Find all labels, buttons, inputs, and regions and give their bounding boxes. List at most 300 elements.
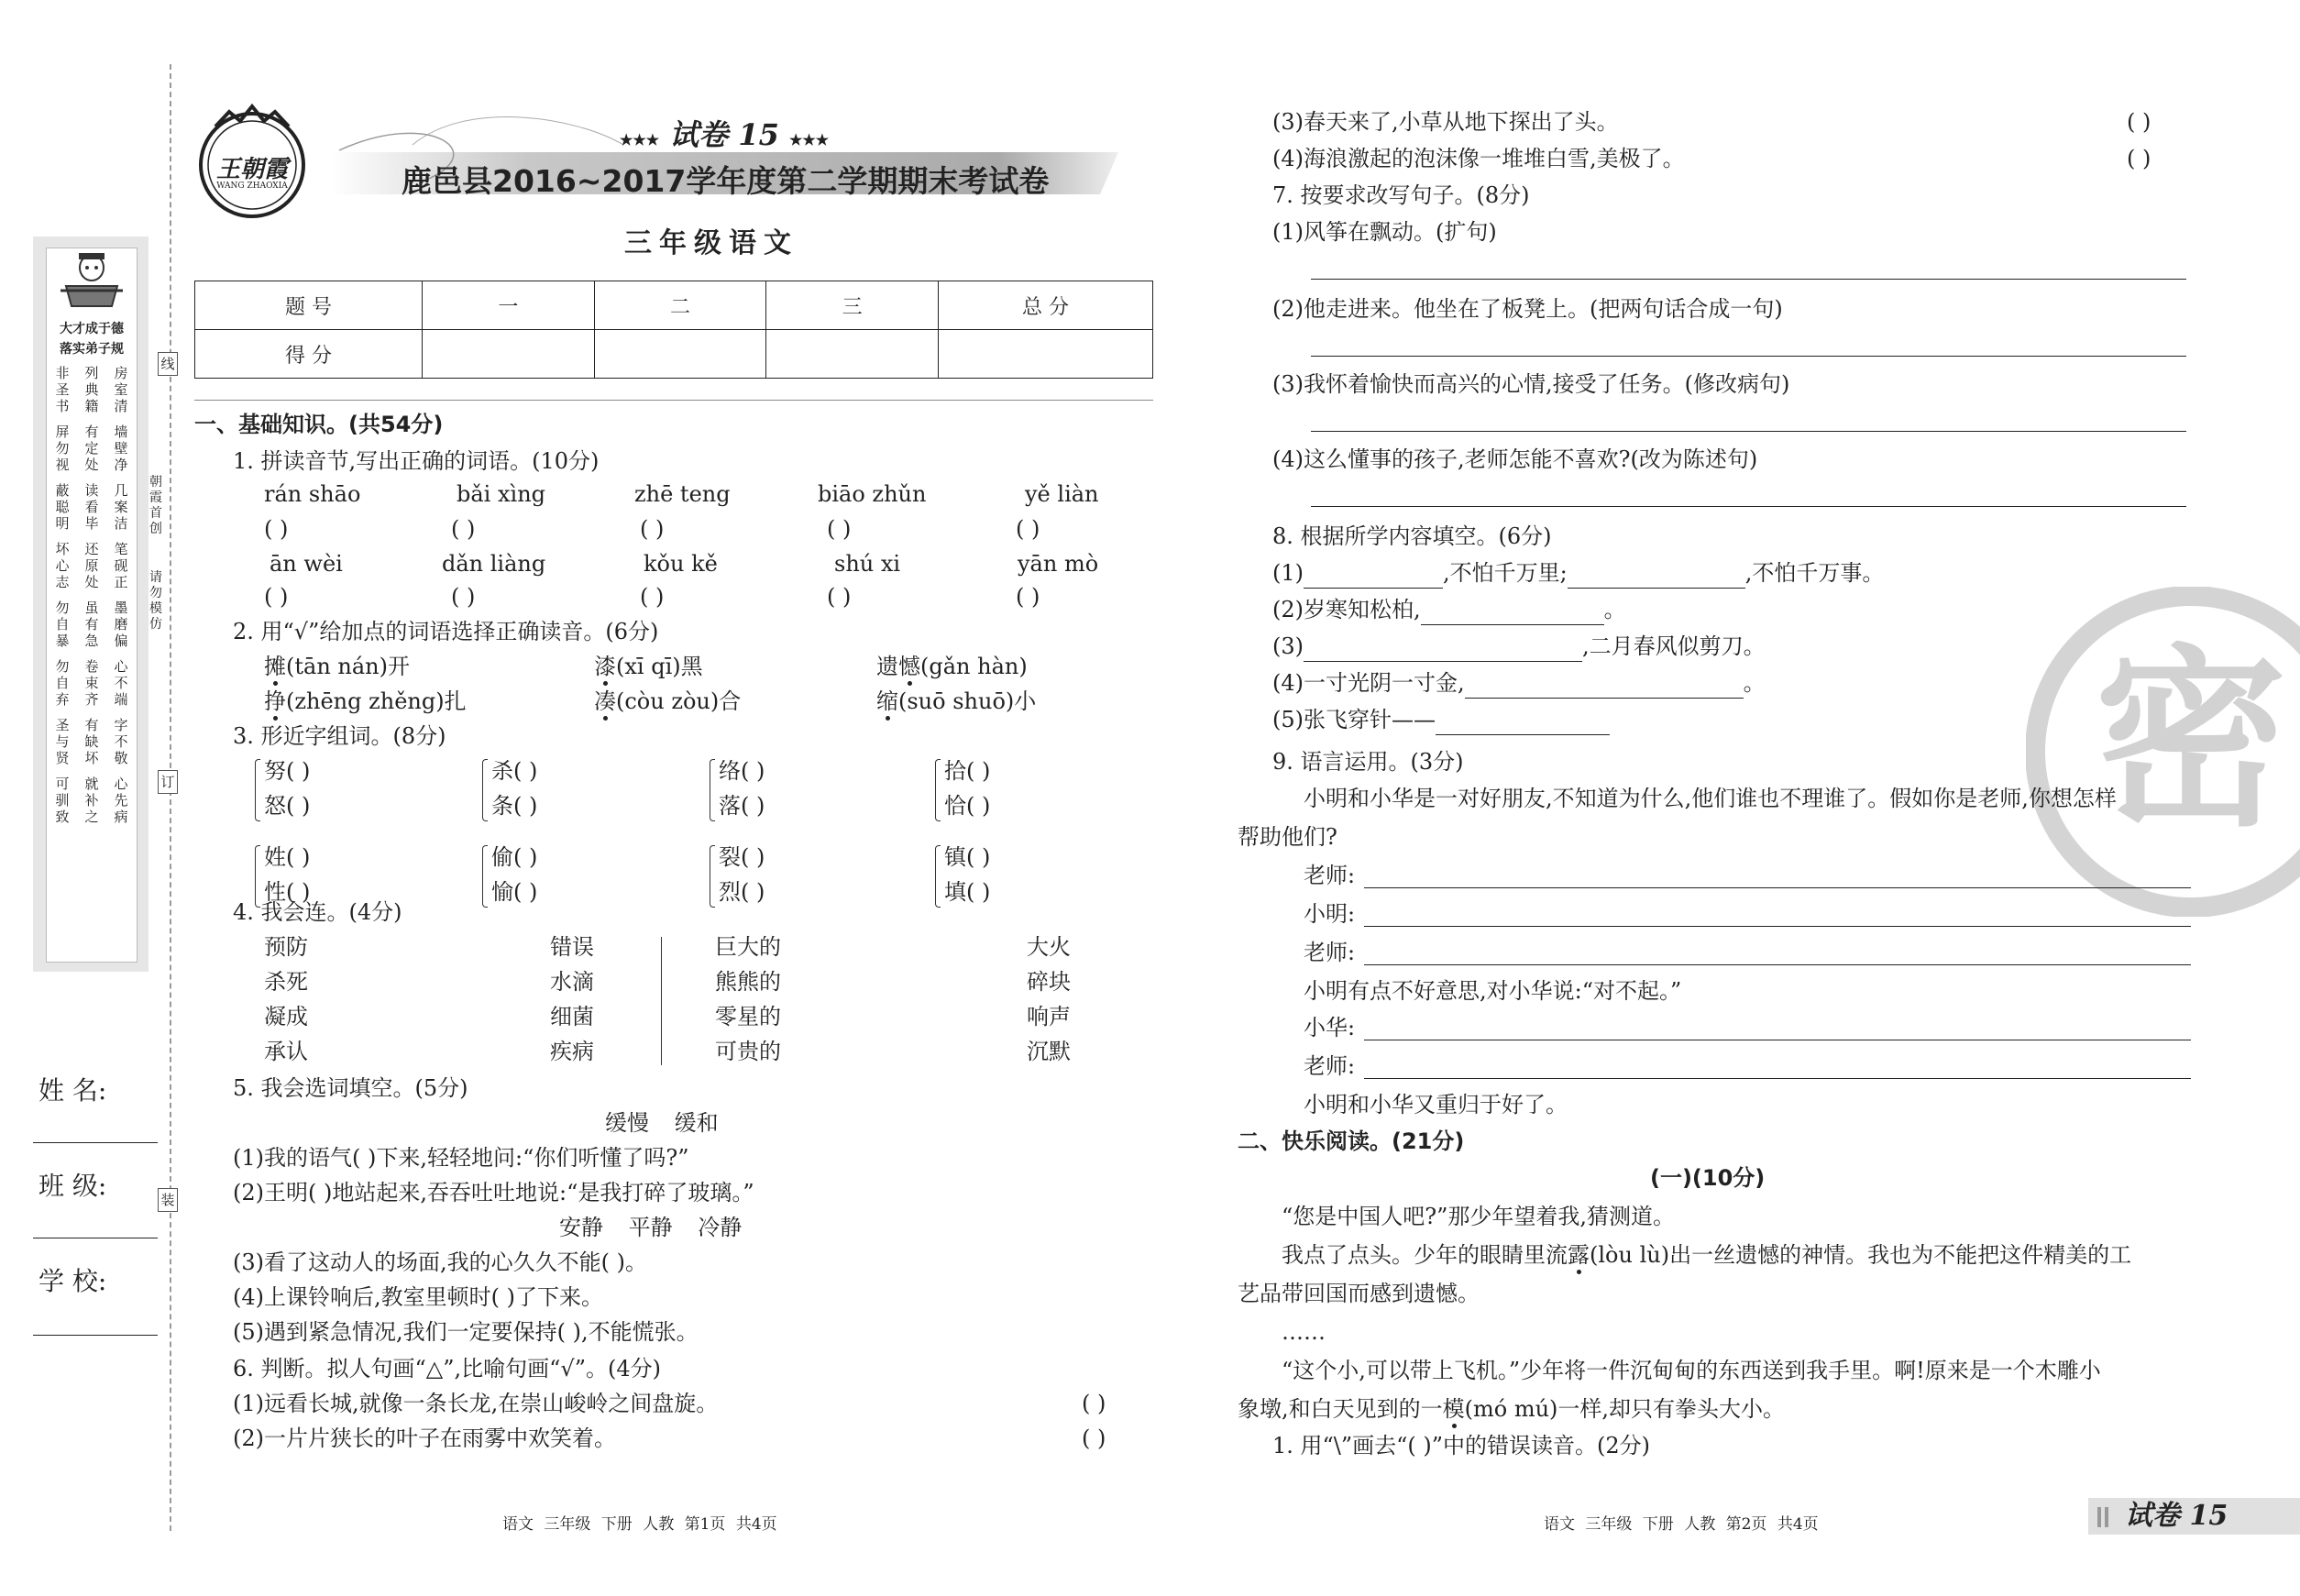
sidebar-proverb-char: 心 [114, 658, 128, 675]
sidebar-proverb-line [48, 750, 136, 766]
sidebar-proverb-line [48, 365, 136, 381]
score-cell-1[interactable] [423, 330, 595, 379]
mark-ding: 订 [158, 770, 178, 794]
sidebar-proverb-char: 坏 [84, 750, 99, 766]
sidebar-proverb-char: 字 [114, 717, 128, 733]
q9-line-teacher-1[interactable] [1364, 887, 2191, 888]
q9-teacher-1: 老师: [1304, 863, 1356, 888]
q3-char: 怒 [264, 793, 286, 819]
sidebar-proverb-char: 有 [84, 717, 99, 733]
score-cell-2[interactable] [594, 330, 766, 379]
sidebar-proverb-line [48, 776, 136, 792]
sidebar-proverb-char: 勿 [55, 658, 70, 675]
q7-item-3: (3)我怀着愉快而高兴的心情,接受了任务。(修改病句) [1272, 371, 1790, 397]
paper-number: 15 [738, 117, 779, 152]
sidebar-proverb-char: 案 [114, 499, 128, 515]
reading-line-4: …… [1282, 1319, 1326, 1345]
sidebar-proverb-line [48, 616, 136, 633]
q4-word[interactable]: 熊熊的 [715, 969, 781, 995]
q3-blank: ( ) [966, 793, 991, 819]
q4-word[interactable]: 巨大的 [715, 934, 781, 960]
q1-title: 1. 拼读音节,写出正确的词语。(10分) [233, 448, 600, 474]
q2-item-3-prefix: 遗 [876, 654, 898, 679]
footer-badge: 试卷 15 [2125, 1500, 2228, 1532]
q2-item-3-reading: (gǎn hàn) [920, 654, 1028, 679]
sidebar-proverb-char: 还 [84, 541, 99, 557]
q5-sentence-4[interactable]: (4)上课铃响后,教室里顿时( )了下来。 [233, 1284, 603, 1310]
score-table [194, 281, 1153, 379]
sidebar-proverb-line [48, 733, 136, 750]
q1-pinyin-10: yān mò [1018, 551, 1099, 577]
q3-item[interactable] [264, 755, 310, 787]
q4-title: 4. 我会连。(4分) [233, 899, 402, 925]
q3-char: 努 [264, 758, 286, 784]
sidebar-proverb-char: 聪 [55, 499, 70, 515]
q1-pinyin-1: rán shāo [264, 481, 361, 507]
q2-item-2-reading: (xī qī)黑 [616, 654, 703, 679]
q8-blank-5[interactable] [1465, 677, 1744, 699]
q6-answer-1[interactable]: ( ) [1082, 1391, 1106, 1416]
logo-subtext: WANG ZHAOXIA [216, 182, 288, 191]
sidebar-proverb-char: 明 [55, 515, 70, 532]
q3-char: 裂 [719, 844, 741, 870]
sidebar-proverb-line [48, 381, 136, 398]
reading-line-6-dot: 模 [1442, 1396, 1465, 1422]
q5-sentence-3[interactable]: (3)看了这动人的场面,我的心久久不能( )。 [233, 1249, 647, 1275]
q8-item-4 [1272, 667, 1766, 699]
q1-pinyin-6: ān wèi [270, 551, 343, 577]
sidebar-proverb-char: 书 [55, 398, 70, 414]
q7-item-4: (4)这么懂事的孩子,老师怎能不喜欢?(改为陈述句) [1272, 446, 1758, 472]
q3-brace [710, 845, 715, 908]
q3-item[interactable] [719, 755, 765, 787]
sidebar-proverb-line [48, 499, 136, 515]
sidebar-proverb-char: 壁 [114, 440, 128, 457]
reading-1-heading: (一)(10分) [1650, 1165, 1766, 1191]
sidebar-proverb-char: 正 [114, 574, 128, 590]
q3-char: 落 [719, 793, 741, 819]
sidebar-proverb-char: 自 [55, 616, 70, 633]
sidebar-proverb-line [48, 809, 136, 825]
sidebar-proverb-char: 弃 [55, 691, 70, 708]
q3-item[interactable] [719, 790, 765, 821]
reading-line-1: “您是中国人吧?”那少年望着我,猜测道。 [1282, 1204, 1676, 1229]
q1-answer-10[interactable]: ( ) [1016, 584, 1040, 610]
q5-words-1: 缓慢 缓和 [605, 1110, 719, 1136]
score-col-3: 三 [766, 281, 939, 330]
mark-xian: 线 [158, 352, 178, 376]
q8-item-4-text: (4)一寸光阴一寸金, [1272, 670, 1465, 696]
sidebar-proverb-char: 洁 [114, 515, 128, 532]
sidebar-proverb-char: 毕 [84, 515, 99, 532]
footer-badge-dots [2097, 1507, 2112, 1527]
q3-brace [935, 845, 941, 908]
sidebar-proverb-char: 缺 [84, 733, 99, 750]
mark-zhuang: 装 [158, 1188, 178, 1212]
sidebar-proverb-char: 驯 [55, 792, 70, 809]
q3-item[interactable] [491, 755, 537, 787]
stars-left: ★★★ [620, 131, 660, 149]
sidebar-proverb-char: 籍 [84, 398, 99, 414]
q3-blank: ( ) [513, 879, 538, 905]
stars-right: ★★★ [789, 131, 830, 149]
q2-item-1[interactable] [264, 651, 410, 682]
q3-blank: ( ) [741, 793, 765, 819]
q4-word[interactable]: 沉默 [1027, 1039, 1071, 1064]
q1-answer-2[interactable]: ( ) [451, 516, 476, 542]
q9-line-xiaoming[interactable] [1364, 926, 2191, 927]
q3-char: 愉 [491, 879, 513, 905]
q3-item[interactable] [944, 790, 990, 821]
header-divider [194, 400, 1153, 401]
q3-char: 恰 [944, 793, 966, 819]
q1-answer-3[interactable]: ( ) [640, 516, 665, 542]
q7-item-2: (2)他走进来。他坐在了板凳上。(把两句话合成一句) [1272, 296, 1783, 322]
q4-word[interactable]: 零星的 [715, 1004, 781, 1029]
reading-line-6-b: (mó mú)一样,却只有拳头大小。 [1464, 1396, 1786, 1422]
sidebar-proverb-line [48, 457, 136, 473]
q5-sentence-5[interactable]: (5)遇到紧急情况,我们一定要保持( ),不能慌张。 [233, 1319, 699, 1345]
q9-line-teacher-2[interactable] [1364, 964, 2191, 965]
section2-heading: 二、快乐阅读。(21分) [1238, 1128, 1465, 1154]
q8-item-2 [1272, 594, 1626, 625]
q8-blank-1[interactable] [1304, 567, 1443, 589]
q3-brace [482, 759, 488, 821]
sidebar-proverb-char: 不 [114, 733, 128, 750]
q3-char: 条 [491, 793, 513, 819]
q2-item-4-char: 挣 [264, 688, 286, 714]
q9-para-2: 帮助他们? [1238, 824, 1337, 850]
school-label: 学 校: [39, 1266, 107, 1296]
reading-line-6 [1238, 1393, 1785, 1425]
school-field[interactable] [33, 1335, 158, 1336]
q3-item[interactable] [491, 790, 537, 821]
sidebar-proverb-char: 不 [114, 675, 128, 691]
q1-answer-6[interactable]: ( ) [264, 584, 289, 610]
q1-pinyin-2: bǎi xìng [457, 481, 546, 507]
q4-word[interactable]: 凝成 [264, 1004, 308, 1029]
q4-word[interactable]: 响声 [1027, 1004, 1071, 1029]
q1-answer-7[interactable]: ( ) [451, 584, 476, 610]
q6-item-4: (4)海浪激起的泡沫像一堆堆白雪,美极了。 [1272, 146, 1685, 171]
sidebar-proverb-line [48, 633, 136, 649]
q4-word[interactable]: 可贵的 [715, 1039, 781, 1064]
q8-item-2-end: 。 [1603, 597, 1626, 622]
sidebar-proverb-char: 读 [84, 482, 99, 499]
sidebar-proverb-char: 看 [84, 499, 99, 515]
q3-blank: ( ) [286, 879, 311, 905]
sidebar-proverb-char: 笔 [114, 541, 128, 557]
sidebar-proverb-line [48, 658, 136, 675]
q8-item-1-mid: ,不怕千万里; [1443, 560, 1568, 586]
q6-item-2: (2)一片片狭长的叶子在雨雾中欢笑着。 [233, 1425, 616, 1451]
score-cell-3[interactable] [766, 330, 939, 379]
q9-line-teacher-3[interactable] [1364, 1078, 2191, 1079]
q5-words-2: 安静 平静 冷静 [559, 1215, 743, 1240]
q3-brace [255, 759, 260, 821]
score-col-2: 二 [594, 281, 766, 330]
sidebar-proverb-line [48, 541, 136, 557]
sidebar-proverb-char: 可 [55, 776, 70, 792]
reading-line-6-a: 象墩,和白天见到的一 [1238, 1396, 1443, 1422]
q7-answer-line-1[interactable] [1311, 279, 2186, 280]
q2-item-1-char: 摊 [264, 654, 286, 679]
q9-para-1: 小明和小华是一对好朋友,不知道为什么,他们谁也不理谁了。假如你是老师,你想怎样 [1304, 786, 2117, 811]
q3-blank: ( ) [741, 758, 765, 784]
q3-blank: ( ) [286, 844, 311, 870]
q1-pinyin-8: kǒu kě [644, 551, 718, 577]
sidebar-proverb-char: 蔽 [55, 482, 70, 499]
q2-item-5-char: 凑 [594, 688, 616, 714]
q3-item[interactable] [944, 876, 990, 908]
score-row-label: 得 分 [195, 330, 423, 379]
reading-line-2 [1282, 1239, 2131, 1271]
q4-word[interactable]: 错误 [550, 934, 594, 960]
reading-question-1: 1. 用“\”画去“( )”中的错误读音。(2分) [1272, 1433, 1651, 1458]
q4-word[interactable]: 杀死 [264, 969, 308, 995]
sidebar-slogan-1: 大才成于德 [60, 322, 124, 336]
exam-title: 鹿邑县2016~2017学年度第二学期期末考试卷 [402, 163, 1050, 199]
q3-item[interactable] [944, 755, 990, 787]
q3-item[interactable] [264, 790, 310, 821]
q4-word[interactable]: 预防 [264, 934, 308, 960]
score-col-1: 一 [423, 281, 595, 330]
sidebar-proverb-line [48, 675, 136, 691]
q4-word[interactable]: 碎块 [1027, 969, 1071, 995]
q2-item-5[interactable] [594, 686, 741, 717]
name-field[interactable] [33, 1142, 158, 1143]
sidebar-proverb-char: 卷 [84, 658, 99, 675]
sidebar-proverb-char: 室 [114, 381, 128, 398]
q1-answer-9[interactable]: ( ) [827, 584, 852, 610]
sidebar-proverb-char: 虽 [84, 600, 99, 616]
q3-brace [710, 759, 715, 821]
sidebar-proverb-line [48, 557, 136, 574]
q4-word[interactable]: 大火 [1027, 934, 1071, 960]
footer-left: 语文 三年级 下册 人教 第1页 共4页 [502, 1515, 777, 1534]
sidebar-proverb-char: 处 [84, 574, 99, 590]
sidebar-proverb-char: 贤 [55, 750, 70, 766]
q8-item-5-text: (5)张飞穿针—— [1272, 707, 1436, 732]
q1-answer-5[interactable]: ( ) [1016, 516, 1040, 542]
q1-pinyin-4: biāo zhǔn [818, 481, 927, 507]
score-cell-total[interactable] [939, 330, 1153, 379]
sidebar-proverb-line [48, 691, 136, 708]
q3-brace [482, 845, 488, 908]
sidebar-proverb-char: 急 [84, 633, 99, 649]
q8-blank-3[interactable] [1421, 603, 1604, 625]
reading-line-3: 艺品带回国而感到遗憾。 [1238, 1281, 1480, 1306]
q7-answer-line-2[interactable] [1311, 356, 2186, 357]
q8-item-3-num: (3) [1272, 633, 1304, 659]
paper-label: 试卷 [669, 117, 729, 152]
q2-item-3[interactable] [876, 651, 1028, 682]
q3-item[interactable] [264, 842, 310, 873]
q8-item-3 [1272, 631, 1766, 662]
q8-item-1 [1272, 557, 1884, 589]
q1-answer-4[interactable]: ( ) [827, 516, 852, 542]
sidebar-proverb-line [48, 482, 136, 499]
sidebar-proverb-char: 齐 [84, 691, 99, 708]
q3-blank: ( ) [966, 844, 991, 870]
reading-line-2-a: 我点了点头。少年的眼睛里流 [1282, 1242, 1568, 1268]
sidebar-proverb-char: 圣 [55, 717, 70, 733]
q6-item-3: (3)春天来了,小草从地下探出了头。 [1272, 109, 1619, 135]
sidebar-proverb-char: 志 [55, 574, 70, 590]
sidebar-proverb-char: 视 [55, 457, 70, 473]
q6-title: 6. 判断。拟人句画“△”,比喻句画“√”。(4分) [233, 1356, 661, 1381]
q6-answer-4[interactable]: ( ) [2127, 146, 2151, 171]
sidebar-proverb-char: 列 [84, 365, 99, 381]
margin-note-2: 请勿模仿 [149, 570, 162, 632]
q3-blank: ( ) [513, 793, 538, 819]
q6-answer-3[interactable]: ( ) [2127, 109, 2151, 135]
q7-answer-line-4[interactable] [1311, 506, 2186, 507]
q1-answer-1[interactable]: ( ) [264, 516, 289, 542]
q2-item-2[interactable] [594, 651, 703, 682]
logo-text: 王朝霞 [215, 156, 288, 183]
q3-char: 姓 [264, 844, 286, 870]
q7-answer-line-3[interactable] [1311, 431, 2186, 432]
q7-title: 7. 按要求改写句子。(8分) [1272, 182, 1530, 208]
sidebar-proverb-char: 屏 [55, 424, 70, 440]
sidebar-proverb-char: 勿 [55, 600, 70, 616]
q9-xiaohua: 小华: [1304, 1015, 1356, 1040]
score-col-label: 题 号 [195, 281, 423, 330]
sidebar-proverb-char: 暴 [55, 633, 70, 649]
q2-item-3-char: 憾 [898, 654, 920, 679]
q9-para-3: 小明有点不好意思,对小华说:“对不起。” [1304, 978, 1682, 1004]
q8-blank-4[interactable] [1304, 640, 1582, 662]
q3-char: 偷 [491, 844, 513, 870]
section1-heading: 一、基础知识。(共54分) [194, 412, 444, 437]
q4-word[interactable]: 水滴 [550, 969, 594, 995]
q9-title: 9. 语言运用。(3分) [1272, 749, 1464, 775]
q2-item-6-reading: (suō shuō)小 [898, 688, 1037, 714]
q3-blank: ( ) [966, 758, 991, 784]
sidebar-proverb-char: 心 [114, 776, 128, 792]
q3-char: 镇 [944, 844, 966, 870]
q3-item[interactable] [944, 842, 990, 873]
watermark-glyph: 密 [2094, 628, 2288, 853]
sidebar-proverb-char: 磨 [114, 616, 128, 633]
q3-char: 烈 [719, 879, 741, 905]
q3-brace [935, 759, 941, 821]
q3-char: 络 [719, 758, 741, 784]
q3-item[interactable] [719, 876, 765, 908]
q4-word[interactable]: 疾病 [550, 1039, 594, 1064]
q4-word[interactable]: 承认 [264, 1039, 308, 1064]
sidebar-proverb-char: 墨 [114, 600, 128, 616]
sidebar-proverb-char: 非 [55, 365, 70, 381]
q1-pinyin-7: dǎn liàng [442, 551, 546, 577]
margin-note-1: 朝霞首创 [149, 475, 162, 536]
name-label: 姓 名: [39, 1075, 107, 1106]
q2-item-6-char: 缩 [876, 688, 898, 714]
q3-item[interactable] [491, 876, 537, 908]
q3-char: 拾 [944, 758, 966, 784]
sidebar-proverb-char: 病 [114, 809, 128, 825]
q9-teacher-2: 老师: [1304, 940, 1356, 965]
q4-word[interactable]: 细菌 [550, 1004, 594, 1029]
q3-char: 填 [944, 879, 966, 905]
sidebar-proverb-line [48, 574, 136, 590]
sidebar-proverb-char: 补 [84, 792, 99, 809]
sidebar-proverb-char: 墙 [114, 424, 128, 440]
q3-char: 杀 [491, 758, 513, 784]
binding-line [170, 64, 171, 1531]
sidebar-proverb-char: 处 [84, 457, 99, 473]
q3-blank: ( ) [513, 758, 538, 784]
sidebar-slogan-2: 落实弟子规 [60, 342, 124, 357]
q3-blank: ( ) [966, 879, 991, 905]
footer-right: 语文 三年级 下册 人教 第2页 共4页 [1544, 1515, 1819, 1534]
paper-number-line [620, 112, 829, 154]
q5-sentence-2[interactable]: (2)王明( )地站起来,吞吞吐吐地说:“是我打碎了玻璃。” [233, 1180, 754, 1205]
sidebar-proverb-char: 原 [84, 557, 99, 574]
sidebar-proverb-char: 有 [84, 616, 99, 633]
sidebar-proverb-char: 有 [84, 424, 99, 440]
q3-item[interactable] [719, 842, 765, 873]
q2-item-2-char: 漆 [594, 654, 616, 679]
q2-item-1-reading: (tān nán)开 [286, 654, 410, 679]
secret-watermark-icon [2026, 587, 2300, 917]
q8-item-5 [1272, 704, 1610, 735]
q8-item-3-text: ,二月春风似剪刀。 [1582, 633, 1766, 659]
sidebar-proverb-char: 就 [84, 776, 99, 792]
q8-item-2-text: (2)岁寒知松柏, [1272, 597, 1421, 622]
sidebar-proverb-char: 之 [84, 809, 99, 825]
sidebar-proverb-line [48, 717, 136, 733]
q3-blank: ( ) [741, 844, 765, 870]
q3-item[interactable] [491, 842, 537, 873]
sidebar-proverb-char: 典 [84, 381, 99, 398]
q2-item-6[interactable] [876, 686, 1036, 717]
q5-title: 5. 我会选词填空。(5分) [233, 1075, 468, 1101]
class-label: 班 级: [39, 1171, 107, 1201]
q1-answer-8[interactable]: ( ) [640, 584, 665, 610]
q1-pinyin-9: shú xi [834, 551, 901, 577]
sidebar-proverb-char: 坏 [55, 541, 70, 557]
q1-pinyin-3: zhē teng [634, 481, 731, 507]
sidebar-proverb-char: 心 [55, 557, 70, 574]
q8-item-4-end: 。 [1743, 670, 1766, 696]
q1-pinyin-5: yě liàn [1025, 481, 1099, 507]
q3-blank: ( ) [513, 844, 538, 870]
sidebar-proverb-char: 自 [55, 675, 70, 691]
q6-answer-2[interactable]: ( ) [1082, 1425, 1106, 1451]
q2-item-4[interactable] [264, 686, 467, 717]
sidebar-proverb-char: 致 [55, 809, 70, 825]
q2-title: 2. 用“√”给加点的词语选择正确读音。(6分) [233, 619, 659, 644]
q8-blank-2[interactable] [1568, 567, 1745, 589]
sidebar-proverb-char: 清 [114, 398, 128, 414]
sidebar-proverb-line [48, 792, 136, 809]
q8-blank-6[interactable] [1436, 713, 1610, 735]
reading-line-5: “这个小,可以带上飞机。”少年将一件沉甸甸的东西送到我手里。啊!原来是一个木雕小 [1282, 1358, 2101, 1383]
sidebar-proverb-line [48, 440, 136, 457]
sidebar-proverb-char: 束 [84, 675, 99, 691]
q9-teacher-3: 老师: [1304, 1053, 1356, 1079]
q8-item-1-end: ,不怕千万事。 [1744, 560, 1885, 586]
sidebar-proverb-char: 偏 [114, 633, 128, 649]
q8-item-1-num: (1) [1272, 560, 1304, 586]
sidebar-proverb-char: 定 [84, 440, 99, 457]
q8-title: 8. 根据所学内容填空。(6分) [1272, 523, 1552, 549]
q5-sentence-1[interactable]: (1)我的语气( )下来,轻轻地问:“你们听懂了吗?” [233, 1145, 689, 1171]
sidebar-proverb-line [48, 600, 136, 616]
q6-item-1: (1)远看长城,就像一条长龙,在崇山峻岭之间盘旋。 [233, 1391, 719, 1416]
